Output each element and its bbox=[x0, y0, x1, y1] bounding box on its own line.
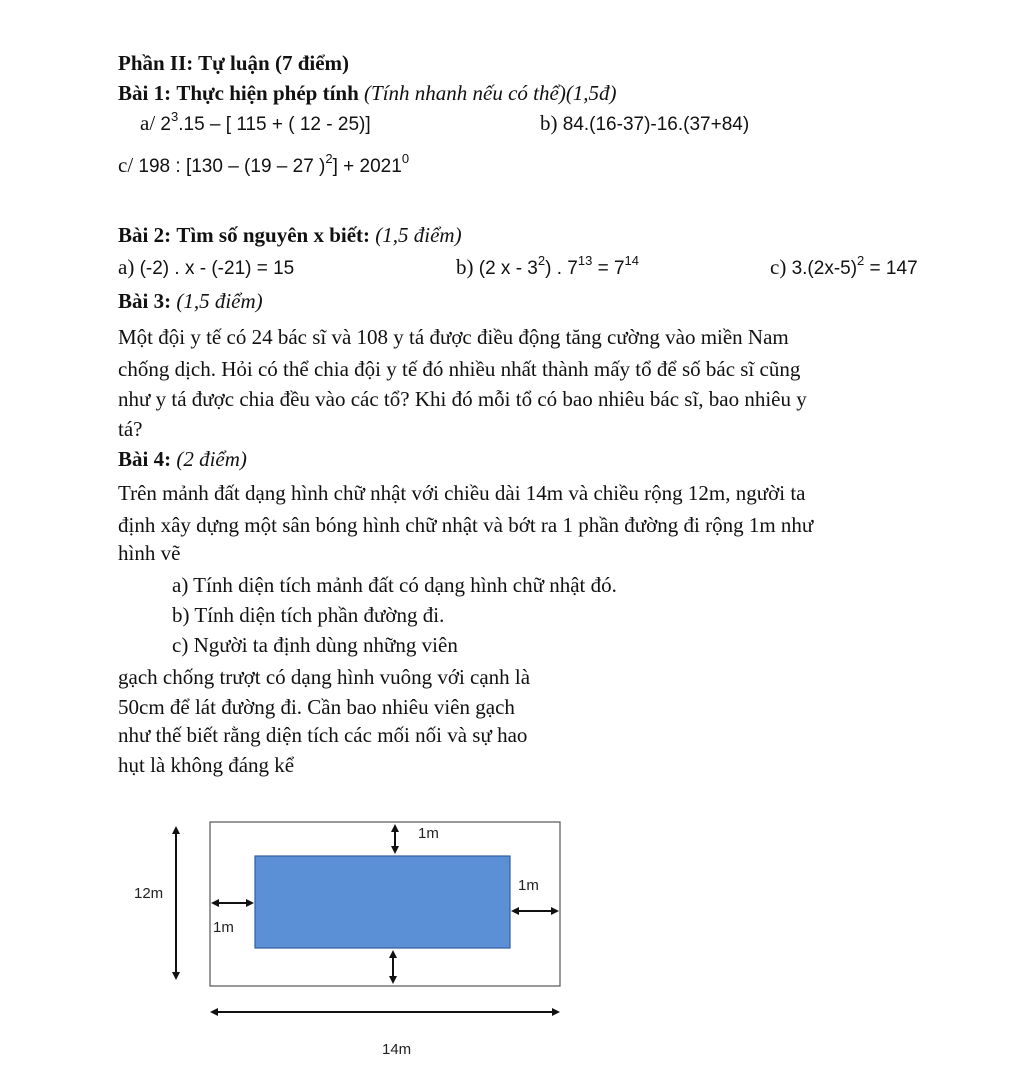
bai2-b-part3: = 7 bbox=[592, 258, 625, 279]
bai4-line: Trên mảnh đất dạng hình chữ nhật với chiều dài 14m và chiều rộng 12m, người ta bbox=[118, 481, 806, 505]
bai4-cont-line: gạch chống trượt có dạng hình vuông với cạnh là bbox=[118, 665, 531, 689]
bai1-a-exponent: 3 bbox=[170, 108, 179, 124]
bai2-c-part2: = 147 bbox=[864, 258, 918, 279]
bai3-line: tá? bbox=[118, 417, 143, 441]
bai4-cont-line: hụt là không đáng kể bbox=[118, 753, 295, 777]
bai1-c-part1: 198 : [130 – (19 – 27 ) bbox=[138, 156, 326, 177]
bai2-title: Tìm số nguyên x biết: bbox=[176, 223, 371, 247]
bai4-item-c: c) Người ta định dùng những viên bbox=[172, 633, 458, 657]
bai1-label: Bài 1: bbox=[118, 81, 172, 105]
bai2-c-part1: 3.(2x-5) bbox=[791, 258, 858, 279]
part-title: Phần II: Tự luận (7 điểm) bbox=[118, 51, 350, 75]
bai3-line: Một đội y tế có 24 bác sĩ và 108 y tá được điều động tăng cường vào miền Nam bbox=[118, 325, 789, 349]
bai4-line: định xây dựng một sân bóng hình chữ nhật và bớt ra 1 phần đường đi rộng 1m như bbox=[118, 513, 814, 537]
bai2-a-prefix: a) bbox=[118, 255, 135, 279]
bai2-b-exp3: 14 bbox=[624, 252, 640, 268]
label-left-gap: 1m bbox=[213, 919, 234, 936]
bai1-a-base: 2 bbox=[160, 114, 171, 135]
label-top-gap: 1m bbox=[418, 825, 439, 842]
bai1-c-prefix: c/ bbox=[118, 153, 134, 177]
bai3-note: (1,5 điểm) bbox=[176, 289, 263, 313]
bai3-line: chống dịch. Hỏi có thể chia đội y tế đó nhiều nhất thành mấy tổ để số bác sĩ cũng bbox=[118, 357, 801, 381]
bai3-line: như y tá được chia đều vào các tổ? Khi đó mỗi tổ có bao nhiêu bác sĩ, bao nhiêu y bbox=[118, 387, 807, 411]
bai1-b-expr: 84.(16-37)-16.(37+84) bbox=[562, 114, 750, 135]
bai4-note: (2 điểm) bbox=[176, 447, 247, 471]
bai1-c-exponent2: 0 bbox=[401, 150, 410, 166]
bai4-label: Bài 4: bbox=[118, 447, 172, 471]
bai2-label: Bài 2: bbox=[118, 223, 172, 247]
bai4-cont-line: như thế biết rằng diện tích các mối nối và sự hao bbox=[118, 723, 528, 747]
bai2-note: (1,5 điểm) bbox=[375, 223, 462, 247]
bai4-item-a: a) Tính diện tích mảnh đất có dạng hình chữ nhật đó. bbox=[172, 573, 617, 597]
bai4-line: hình vẽ bbox=[118, 541, 181, 565]
bai2-b-prefix: b) bbox=[456, 255, 474, 279]
football-field bbox=[255, 856, 510, 948]
bai2-a-expr: (-2) . x - (-21) = 15 bbox=[139, 258, 295, 279]
label-height: 12m bbox=[134, 885, 164, 902]
bai4-cont-line: 50cm để lát đường đi. Cần bao nhiêu viên gạch bbox=[118, 695, 515, 719]
bai4-item-b: b) Tính diện tích phần đường đi. bbox=[172, 603, 445, 627]
label-width: 14m bbox=[382, 1041, 412, 1058]
bai1-a-prefix: a/ bbox=[140, 111, 156, 135]
bai1-c-part2: ] + 2021 bbox=[332, 156, 402, 177]
bai1-note: (Tính nhanh nếu có thể)(1,5đ) bbox=[364, 81, 617, 105]
bai3-label: Bài 3: bbox=[118, 289, 172, 313]
bai2-b-exp1: 2 bbox=[537, 252, 546, 268]
bai1-b-prefix: b) bbox=[540, 111, 558, 135]
bai2-c-exponent: 2 bbox=[857, 252, 865, 268]
bai2-b-part2: ) . 7 bbox=[545, 258, 578, 279]
bai1-c-exponent: 2 bbox=[325, 150, 333, 166]
bai1-title: Thực hiện phép tính bbox=[176, 81, 359, 105]
label-right-gap: 1m bbox=[518, 877, 539, 894]
bai1-a-rest: .15 – [ 115 + ( 12 - 25)] bbox=[178, 114, 371, 135]
bai2-b-exp2: 13 bbox=[577, 252, 593, 268]
bai2-b-part1: (2 x - 3 bbox=[478, 258, 538, 279]
bai2-c-prefix: c) bbox=[770, 255, 787, 279]
